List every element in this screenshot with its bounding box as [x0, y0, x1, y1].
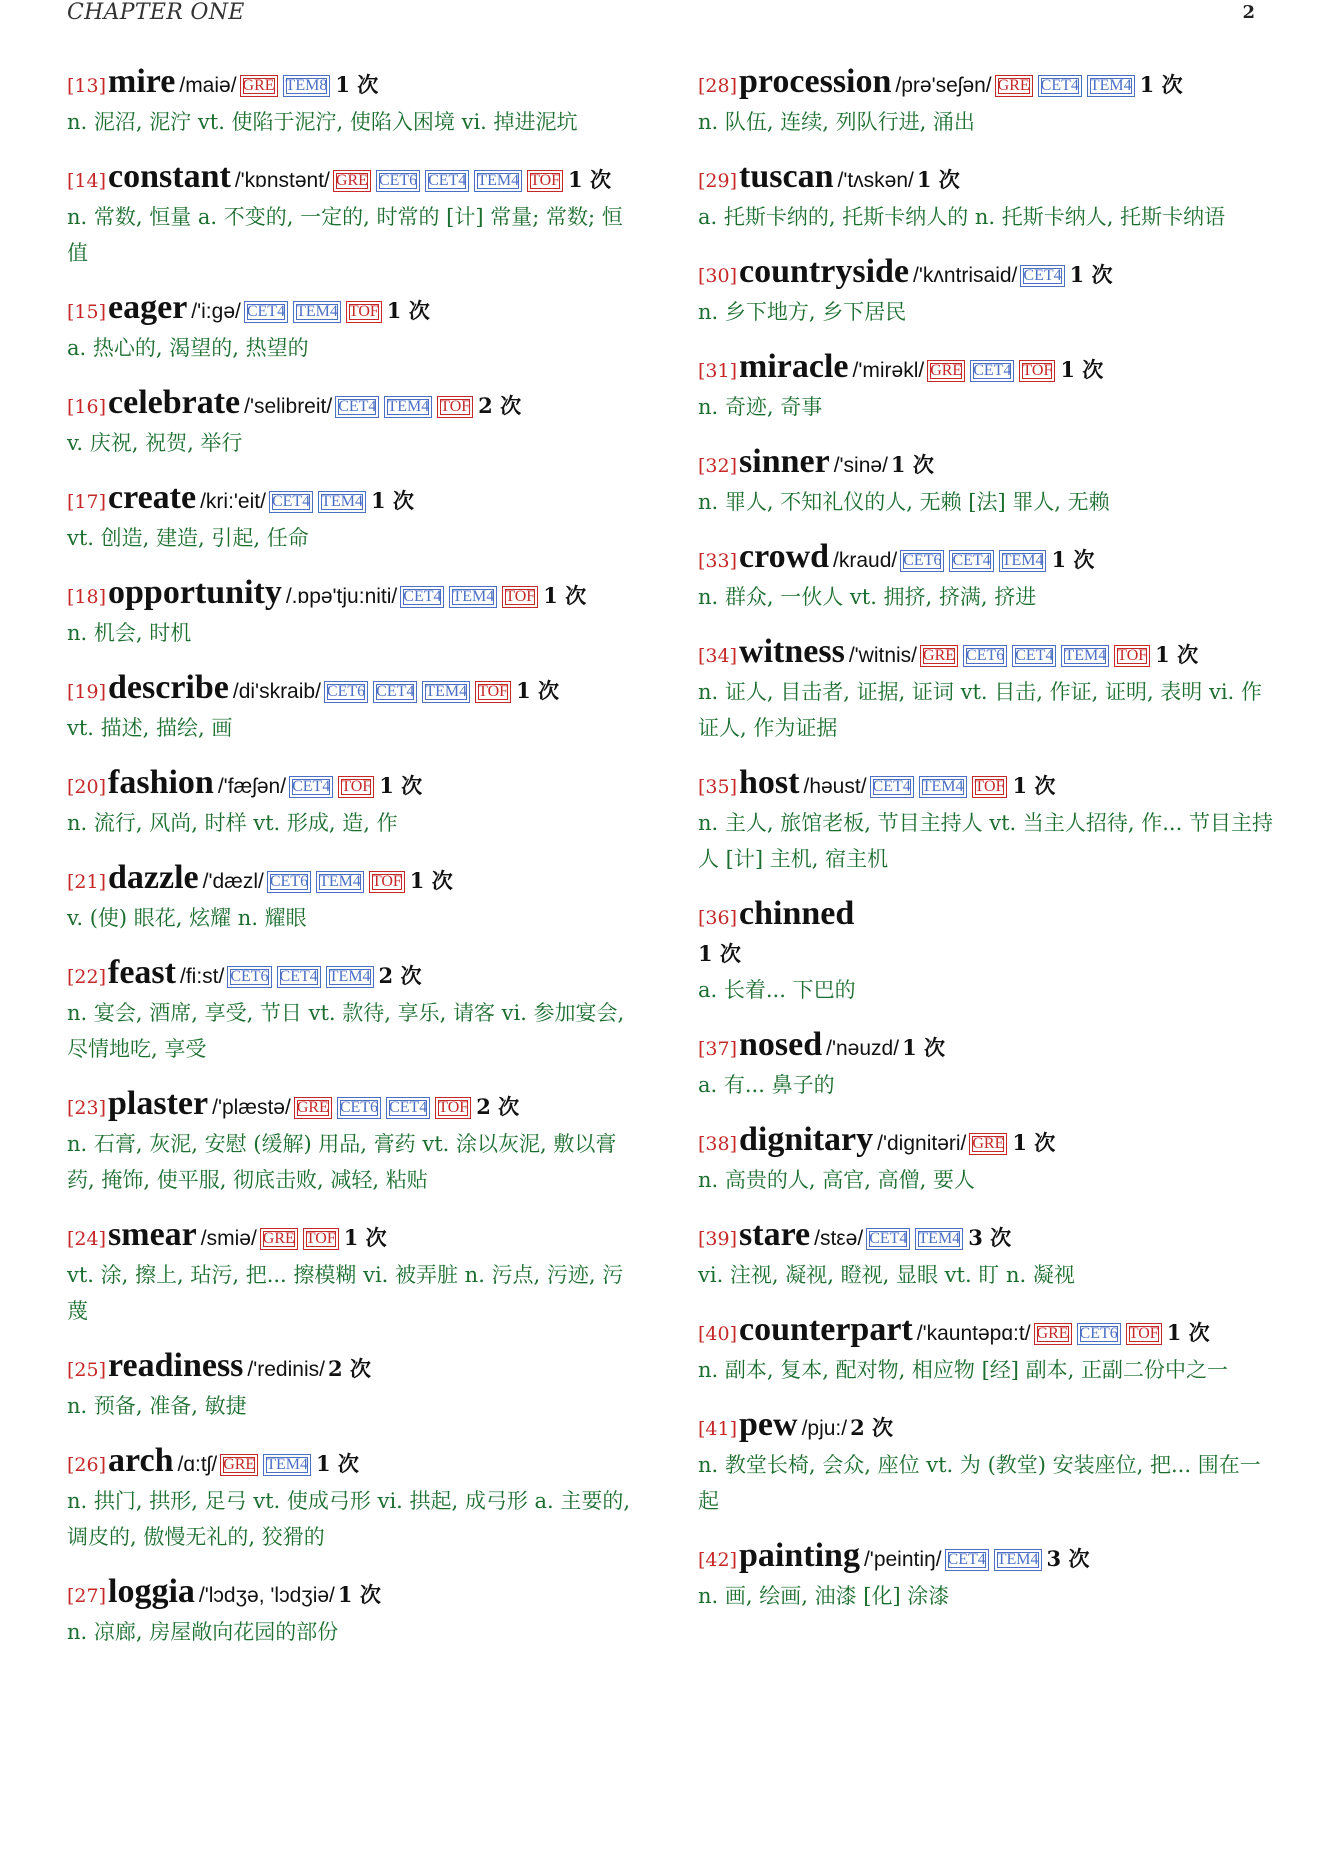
entry-phonetic: /smiə/: [200, 1227, 257, 1250]
entry-frequency: 2 次: [378, 963, 422, 988]
entry-headline: [698, 1122, 1273, 1162]
entry-phonetic: /maiə/: [179, 74, 237, 97]
entry-word: procession: [739, 63, 892, 100]
entry-index: [39]: [698, 1228, 738, 1250]
vocab-entry: [67, 860, 642, 936]
entry-definition: n. 常数, 恒量 a. 不变的, 一定的, 时常的 [计] 常量; 常数; 恒值: [67, 205, 623, 265]
exam-tag: CET4: [1038, 75, 1082, 97]
exam-tag: TOF: [346, 301, 382, 323]
entry-definition: n. 流行, 风尚, 时样 vt. 形成, 造, 作: [67, 811, 398, 835]
entry-word: readiness: [108, 1347, 244, 1384]
entry-phonetic: /'nəuzd/: [826, 1037, 900, 1060]
entry-frequency: 1 次: [902, 1035, 945, 1060]
vocab-entry: [698, 634, 1273, 746]
entry-definition: a. 长着... 下巴的: [698, 978, 856, 1002]
vocab-entry: [67, 1443, 642, 1555]
vocab-entry: [698, 765, 1273, 877]
entry-definition: n. 队伍, 连续, 列队行进, 涌出: [698, 110, 975, 134]
exam-tag: TOF: [527, 170, 563, 192]
entry-headline: [67, 1348, 642, 1388]
vocab-entry: [67, 64, 642, 140]
entry-headline: [698, 1217, 1273, 1257]
entry-headline: [67, 670, 642, 710]
entry-definition: n. 证人, 目击者, 证据, 证词 vt. 目击, 作证, 证明, 表明 vi. 作证人, 作为证据: [698, 680, 1262, 740]
entry-index: [24]: [67, 1228, 107, 1250]
entry-index: [16]: [67, 396, 107, 418]
entry-phonetic: /'witnis/: [848, 644, 918, 667]
entry-headline: [698, 1312, 1273, 1352]
entry-frequency: 1 次: [1139, 72, 1183, 97]
entry-phonetic: /'dæzl/: [202, 870, 264, 893]
entry-definition: v. (使) 眼花, 炫耀 n. 耀眼: [67, 906, 307, 930]
entry-frequency-line: [698, 936, 1273, 972]
entry-index: [33]: [698, 550, 738, 572]
entry-frequency: 2 次: [850, 1415, 894, 1440]
entry-headline: [67, 1574, 642, 1614]
entry-frequency: 1 次: [335, 72, 379, 97]
entry-word: mire: [108, 63, 176, 100]
vocab-entry: [698, 444, 1273, 520]
entry-headline: [698, 444, 1273, 484]
entry-definition: n. 奇迹, 奇事: [698, 395, 823, 419]
entry-frequency: 1 次: [337, 1582, 381, 1607]
vocab-entry: [67, 290, 642, 366]
entry-headline: [698, 634, 1273, 674]
entry-phonetic: /ɑ:tʃ/: [177, 1453, 218, 1476]
exam-tag: CET4: [425, 170, 469, 192]
exam-tag: TOF: [435, 1097, 471, 1119]
entry-phonetic: /'i:gə/: [191, 300, 241, 323]
exam-tag: CET4: [1020, 265, 1064, 287]
entry-definition: n. 宴会, 酒席, 享受, 节日 vt. 款待, 享乐, 请客 vi. 参加宴会, 尽情地吃, 享受: [67, 1001, 625, 1061]
entry-word: smear: [108, 1216, 197, 1253]
exam-tag: CET6: [267, 871, 311, 893]
entry-definition: n. 副本, 复本, 配对物, 相应物 [经] 副本, 正副二份中之一: [698, 1358, 1229, 1382]
entry-word: counterpart: [739, 1311, 913, 1348]
entry-frequency: 1 次: [379, 773, 423, 798]
entry-headline: [698, 349, 1273, 389]
entry-definition: n. 罪人, 不知礼仪的人, 无赖 [法] 罪人, 无赖: [698, 490, 1110, 514]
exam-tag: GRE: [927, 360, 965, 382]
entry-index: [38]: [698, 1133, 738, 1155]
entry-phonetic: /'dignitəri/: [877, 1132, 967, 1155]
entry-headline: [67, 159, 642, 199]
exam-tag: CET6: [337, 1097, 381, 1119]
entry-word: opportunity: [108, 574, 282, 611]
exam-tag: CET6: [376, 170, 420, 192]
exam-tag: TOF: [1019, 360, 1055, 382]
vocab-entry: [67, 765, 642, 841]
exam-tag: TEM4: [449, 586, 497, 608]
exam-tag: TEM8: [283, 75, 331, 97]
entry-frequency: 2 次: [476, 1094, 520, 1119]
entry-index: [36]: [698, 907, 738, 929]
entry-headline: [67, 765, 642, 805]
exam-tag: GRE: [220, 1454, 258, 1476]
entry-headline: [67, 385, 642, 425]
entry-word: stare: [739, 1216, 811, 1253]
entry-definition: n. 画, 绘画, 油漆 [化] 涂漆: [698, 1584, 950, 1608]
exam-tag: TEM4: [994, 1549, 1042, 1571]
exam-tag: GRE: [920, 645, 958, 667]
entry-phonetic: /stεə/: [814, 1227, 864, 1250]
entry-headline: [698, 64, 1273, 104]
exam-tag: TEM4: [318, 491, 366, 513]
entry-frequency: 1 次: [543, 583, 587, 608]
entry-headline: [67, 1443, 642, 1483]
entry-index: [23]: [67, 1097, 107, 1119]
exam-tag: TOF: [972, 776, 1008, 798]
entry-phonetic: /'plæstə/: [212, 1096, 291, 1119]
exam-tag: CET4: [277, 966, 321, 988]
entry-word: host: [739, 764, 800, 801]
vocab-entry: [698, 1217, 1273, 1293]
entry-headline: [698, 159, 1273, 199]
entry-index: [25]: [67, 1359, 107, 1381]
entry-frequency: 1 次: [1012, 1130, 1056, 1155]
exam-tag: GRE: [294, 1097, 332, 1119]
vocab-entry: [67, 1217, 642, 1329]
entry-index: [40]: [698, 1323, 738, 1345]
vocab-entry: [698, 349, 1273, 425]
entry-frequency: 1 次: [1166, 1320, 1210, 1345]
exam-tag: CET4: [949, 550, 993, 572]
entry-index: [28]: [698, 75, 738, 97]
entry-word: chinned: [739, 895, 855, 932]
exam-tag: TEM4: [919, 776, 967, 798]
entry-phonetic: /di'skraib/: [232, 680, 321, 703]
entry-index: [14]: [67, 170, 107, 192]
entry-definition: n. 泥沼, 泥泞 vt. 使陷于泥泞, 使陷入困境 vi. 掉进泥坑: [67, 110, 578, 134]
chapter-title: CHAPTER ONE: [67, 0, 245, 25]
vocab-entry: [698, 1027, 1273, 1103]
entry-phonetic: /'redinis/: [247, 1358, 325, 1381]
entry-definition: n. 石膏, 灰泥, 安慰 (缓解) 用品, 膏药 vt. 涂以灰泥, 敷以膏药, 掩饰, 使平服, 彻底击败, 减轻, 粘贴: [67, 1132, 617, 1192]
exam-tag: GRE: [995, 75, 1033, 97]
exam-tag: CET4: [400, 586, 444, 608]
entry-frequency: 1 次: [516, 678, 560, 703]
entry-index: [20]: [67, 776, 107, 798]
exam-tag: TOF: [303, 1228, 339, 1250]
entry-frequency: 1 次: [343, 1225, 387, 1250]
exam-tag: TOF: [475, 681, 511, 703]
entry-word: arch: [108, 1442, 174, 1479]
exam-tag: TEM4: [293, 301, 341, 323]
entry-word: painting: [739, 1537, 860, 1574]
left-column: [67, 64, 642, 1669]
page-number: 2: [1242, 2, 1255, 23]
vocab-entry: [67, 1348, 642, 1424]
entry-index: [22]: [67, 966, 107, 988]
exam-tag: CET6: [227, 966, 271, 988]
entry-headline: [698, 1027, 1273, 1067]
exam-tag: CET4: [269, 491, 313, 513]
entry-index: [29]: [698, 170, 738, 192]
vocab-entry: [698, 159, 1273, 235]
exam-tag: TEM4: [384, 396, 432, 418]
entry-headline: [67, 480, 642, 520]
right-column: [698, 64, 1273, 1633]
entry-word: dignitary: [739, 1121, 874, 1158]
exam-tag: GRE: [333, 170, 371, 192]
entry-frequency: 1 次: [568, 167, 611, 192]
entry-definition: n. 教堂长椅, 会众, 座位 vt. 为 (教堂) 安装座位, 把... 围在一起: [698, 1453, 1261, 1513]
exam-tag: CET4: [244, 301, 288, 323]
entry-headline: [698, 896, 1273, 936]
vocab-entry: [698, 539, 1273, 615]
entry-phonetic: /pju:/: [801, 1417, 848, 1440]
entry-headline: [698, 765, 1273, 805]
entry-definition: vi. 注视, 凝视, 瞪视, 显眼 vt. 盯 n. 凝视: [698, 1263, 1075, 1287]
entry-phonetic: /.ɒpə'tju:niti/: [285, 585, 398, 608]
entry-frequency: 3 次: [1046, 1546, 1090, 1571]
vocab-entry: [67, 670, 642, 746]
entry-index: [42]: [698, 1549, 738, 1571]
entry-frequency: 1 次: [386, 298, 430, 323]
exam-tag: TOF: [338, 776, 374, 798]
entry-word: miracle: [739, 348, 849, 385]
exam-tag: TOF: [369, 871, 405, 893]
vocab-entry: [698, 896, 1273, 1008]
entry-phonetic: /'peintiŋ/: [863, 1548, 942, 1571]
exam-tag: TEM4: [915, 1228, 963, 1250]
entry-frequency: 1 次: [370, 488, 414, 513]
entry-headline: [698, 254, 1273, 294]
entry-index: [15]: [67, 301, 107, 323]
entry-index: [18]: [67, 586, 107, 608]
entry-word: feast: [108, 954, 176, 991]
entry-definition: vt. 描述, 描绘, 画: [67, 716, 233, 740]
entry-frequency: 1 次: [409, 868, 453, 893]
vocab-entry: [67, 480, 642, 556]
vocab-entry: [698, 1407, 1273, 1519]
exam-tag: CET6: [963, 645, 1007, 667]
entry-phonetic: /prə'seʃən/: [895, 74, 992, 97]
entry-phonetic: /'selibreit/: [244, 395, 333, 418]
entry-index: [26]: [67, 1454, 107, 1476]
exam-tag: GRE: [240, 75, 278, 97]
entry-definition: a. 托斯卡纳的, 托斯卡纳人的 n. 托斯卡纳人, 托斯卡纳语: [698, 205, 1226, 229]
entry-phonetic: /'kɒnstənt/: [234, 169, 330, 192]
entry-word: witness: [739, 633, 845, 670]
vocab-entry: [67, 955, 642, 1067]
exam-tag: CET4: [866, 1228, 910, 1250]
entry-word: describe: [108, 669, 229, 706]
entry-headline: [698, 539, 1273, 579]
entry-definition: n. 凉廊, 房屋敞向花园的部份: [67, 1620, 339, 1644]
entry-headline: [698, 1407, 1273, 1447]
entry-word: nosed: [739, 1026, 823, 1063]
vocab-entry: [67, 1574, 642, 1650]
entry-frequency: 1 次: [1060, 357, 1104, 382]
entry-definition: n. 群众, 一伙人 vt. 拥挤, 挤满, 挤进: [698, 585, 1037, 609]
exam-tag: TEM4: [263, 1454, 311, 1476]
entry-word: crowd: [739, 538, 830, 575]
vocab-entry: [67, 385, 642, 461]
entry-definition: a. 有... 鼻子的: [698, 1073, 835, 1097]
entry-index: [17]: [67, 491, 107, 513]
entry-word: dazzle: [108, 859, 199, 896]
entry-definition: n. 机会, 时机: [67, 621, 192, 645]
entry-phonetic: /kraud/: [833, 549, 898, 572]
entry-word: plaster: [108, 1085, 209, 1122]
entry-word: eager: [108, 289, 188, 326]
entry-index: [27]: [67, 1585, 107, 1607]
exam-tag: CET4: [373, 681, 417, 703]
entry-headline: [67, 575, 642, 615]
vocab-entry: [698, 1538, 1273, 1614]
entry-headline: [67, 290, 642, 330]
entry-word: fashion: [108, 764, 214, 801]
entry-frequency: 2 次: [478, 393, 522, 418]
entry-frequency: 3 次: [968, 1225, 1012, 1250]
entry-frequency: 1 次: [315, 1451, 359, 1476]
entry-phonetic: /'kʌntrisaid/: [913, 264, 1018, 287]
entry-word: tuscan: [739, 158, 834, 195]
entry-frequency: 1 次: [1051, 547, 1095, 572]
entry-phonetic: /fi:st/: [179, 965, 225, 988]
exam-tag: TOF: [1114, 645, 1150, 667]
entry-word: celebrate: [108, 384, 241, 421]
exam-tag: TOF: [437, 396, 473, 418]
entry-index: [32]: [698, 455, 738, 477]
entry-phonetic: /'tʌskən/: [837, 169, 914, 192]
entry-definition: vt. 涂, 擦上, 玷污, 把... 擦模糊 vi. 被弄脏 n. 污点, 污迹, 污蔑: [67, 1263, 624, 1323]
exam-tag: TEM4: [326, 966, 374, 988]
entry-frequency: 1 次: [890, 452, 934, 477]
entry-index: [21]: [67, 871, 107, 893]
exam-tag: TEM4: [316, 871, 364, 893]
entry-word: countryside: [739, 253, 910, 290]
exam-tag: CET6: [900, 550, 944, 572]
page-header: [67, 0, 1255, 30]
entry-phonetic: /'fæʃən/: [217, 775, 287, 798]
entry-frequency: 1 次: [1069, 262, 1113, 287]
entry-word: constant: [108, 158, 231, 195]
entry-definition: a. 热心的, 渴望的, 热望的: [67, 336, 309, 360]
entry-index: [13]: [67, 75, 107, 97]
entry-frequency: 1 次: [916, 167, 960, 192]
entry-headline: [67, 1086, 642, 1126]
entry-word: loggia: [108, 1573, 195, 1610]
entry-headline: [67, 64, 642, 104]
entry-frequency: 1 次: [1012, 773, 1056, 798]
exam-tag: GRE: [969, 1133, 1007, 1155]
entry-frequency: 1 次: [1155, 642, 1199, 667]
entry-definition: v. 庆祝, 祝贺, 举行: [67, 431, 243, 455]
entry-frequency: 1 次: [698, 941, 741, 966]
vocab-entry: [67, 1086, 642, 1198]
vocab-entry: [67, 159, 642, 271]
exam-tag: CET4: [945, 1549, 989, 1571]
entry-word: create: [108, 479, 197, 516]
exam-tag: CET6: [324, 681, 368, 703]
entry-index: [19]: [67, 681, 107, 703]
entry-headline: [67, 955, 642, 995]
entry-word: pew: [739, 1406, 798, 1443]
exam-tag: TOF: [1126, 1323, 1162, 1345]
exam-tag: CET4: [970, 360, 1014, 382]
exam-tag: GRE: [1034, 1323, 1072, 1345]
exam-tag: CET6: [1077, 1323, 1121, 1345]
entry-index: [34]: [698, 645, 738, 667]
vocab-entry: [698, 1122, 1273, 1198]
entry-headline: [698, 1538, 1273, 1578]
entry-headline: [67, 1217, 642, 1257]
entry-definition: vt. 创造, 建造, 引起, 任命: [67, 526, 309, 550]
entry-index: [30]: [698, 265, 738, 287]
entry-phonetic: /'lɔdʒə, 'lɔdʒiə/: [198, 1584, 335, 1607]
entry-phonetic: /kri:'eit/: [200, 490, 266, 513]
exam-tag: CET4: [870, 776, 914, 798]
entry-index: [31]: [698, 360, 738, 382]
entry-index: [37]: [698, 1038, 738, 1060]
entry-headline: [67, 860, 642, 900]
exam-tag: TEM4: [422, 681, 470, 703]
exam-tag: TEM4: [1061, 645, 1109, 667]
exam-tag: TEM4: [1087, 75, 1135, 97]
exam-tag: CET4: [335, 396, 379, 418]
exam-tag: CET4: [386, 1097, 430, 1119]
entry-phonetic: /'mirəkl/: [852, 359, 925, 382]
entry-frequency: 2 次: [327, 1356, 371, 1381]
entry-definition: n. 预备, 准备, 敏捷: [67, 1394, 247, 1418]
exam-tag: CET4: [289, 776, 333, 798]
entry-index: [35]: [698, 776, 738, 798]
vocab-entry: [698, 254, 1273, 330]
exam-tag: GRE: [260, 1228, 298, 1250]
exam-tag: TOF: [502, 586, 538, 608]
vocab-entry: [698, 1312, 1273, 1388]
entry-definition: n. 拱门, 拱形, 足弓 vt. 使成弓形 vi. 拱起, 成弓形 a. 主要的, 调皮的, 傲慢无礼的, 狡猾的: [67, 1489, 631, 1549]
entry-phonetic: /'kauntəpɑ:t/: [916, 1322, 1031, 1345]
entry-definition: n. 主人, 旅馆老板, 节目主持人 vt. 当主人招待, 作... 节目主持人 [计] 主机, 宿主机: [698, 811, 1273, 871]
vocab-entry: [67, 575, 642, 651]
exam-tag: TEM4: [474, 170, 522, 192]
entry-index: [41]: [698, 1418, 738, 1440]
exam-tag: TEM4: [999, 550, 1047, 572]
entry-phonetic: /'sinə/: [833, 454, 888, 477]
entry-definition: n. 乡下地方, 乡下居民: [698, 300, 907, 324]
entry-definition: n. 高贵的人, 高官, 高僧, 要人: [698, 1168, 975, 1192]
entry-phonetic: /həust/: [803, 775, 867, 798]
vocab-entry: [698, 64, 1273, 140]
entry-word: sinner: [739, 443, 830, 480]
exam-tag: CET4: [1012, 645, 1056, 667]
